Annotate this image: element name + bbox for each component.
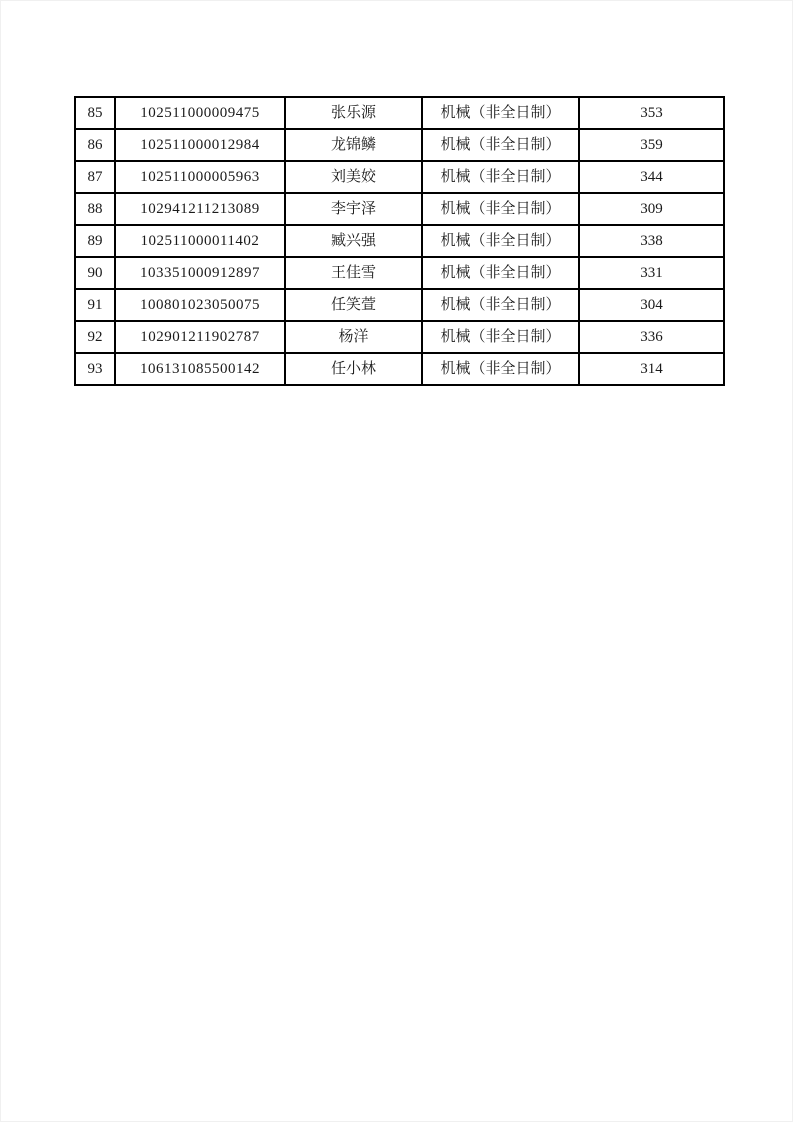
row-index-cell: 91 — [75, 289, 115, 321]
row-index-cell: 87 — [75, 161, 115, 193]
candidate-id-cell: 102511000012984 — [115, 129, 285, 161]
candidate-id-cell: 100801023050075 — [115, 289, 285, 321]
score-cell: 309 — [579, 193, 724, 225]
program-cell: 机械（非全日制） — [422, 97, 579, 129]
candidate-id-cell: 106131085500142 — [115, 353, 285, 385]
score-cell: 338 — [579, 225, 724, 257]
name-cell: 任笑萱 — [285, 289, 422, 321]
row-index-cell: 92 — [75, 321, 115, 353]
program-cell: 机械（非全日制） — [422, 321, 579, 353]
table-row — [75, 193, 724, 225]
name-cell: 臧兴强 — [285, 225, 422, 257]
candidate-id-cell: 102901211902787 — [115, 321, 285, 353]
score-cell: 359 — [579, 129, 724, 161]
program-cell: 机械（非全日制） — [422, 289, 579, 321]
table-row — [75, 321, 724, 353]
program-cell: 机械（非全日制） — [422, 225, 579, 257]
candidate-id-cell: 103351000912897 — [115, 257, 285, 289]
table-row — [75, 257, 724, 289]
row-index-cell: 85 — [75, 97, 115, 129]
candidate-id-cell: 102511000009475 — [115, 97, 285, 129]
row-index-cell: 89 — [75, 225, 115, 257]
candidate-id-cell: 102941211213089 — [115, 193, 285, 225]
name-cell: 张乐源 — [285, 97, 422, 129]
table-row — [75, 289, 724, 321]
table-body — [75, 97, 724, 385]
name-cell: 刘美姣 — [285, 161, 422, 193]
score-cell: 353 — [579, 97, 724, 129]
candidate-id-cell: 102511000005963 — [115, 161, 285, 193]
table-row — [75, 353, 724, 385]
score-cell: 331 — [579, 257, 724, 289]
score-cell: 336 — [579, 321, 724, 353]
row-index-cell: 88 — [75, 193, 115, 225]
name-cell: 杨洋 — [285, 321, 422, 353]
program-cell: 机械（非全日制） — [422, 257, 579, 289]
admission-score-table — [74, 96, 725, 386]
candidate-id-cell: 102511000011402 — [115, 225, 285, 257]
table-row — [75, 97, 724, 129]
score-cell: 314 — [579, 353, 724, 385]
name-cell: 任小林 — [285, 353, 422, 385]
name-cell: 龙锦鳞 — [285, 129, 422, 161]
row-index-cell: 90 — [75, 257, 115, 289]
program-cell: 机械（非全日制） — [422, 193, 579, 225]
name-cell: 王佳雪 — [285, 257, 422, 289]
table-row — [75, 225, 724, 257]
program-cell: 机械（非全日制） — [422, 129, 579, 161]
program-cell: 机械（非全日制） — [422, 161, 579, 193]
row-index-cell: 93 — [75, 353, 115, 385]
row-index-cell: 86 — [75, 129, 115, 161]
score-cell: 344 — [579, 161, 724, 193]
name-cell: 李宇泽 — [285, 193, 422, 225]
program-cell: 机械（非全日制） — [422, 353, 579, 385]
table-row — [75, 129, 724, 161]
table-row — [75, 161, 724, 193]
score-cell: 304 — [579, 289, 724, 321]
